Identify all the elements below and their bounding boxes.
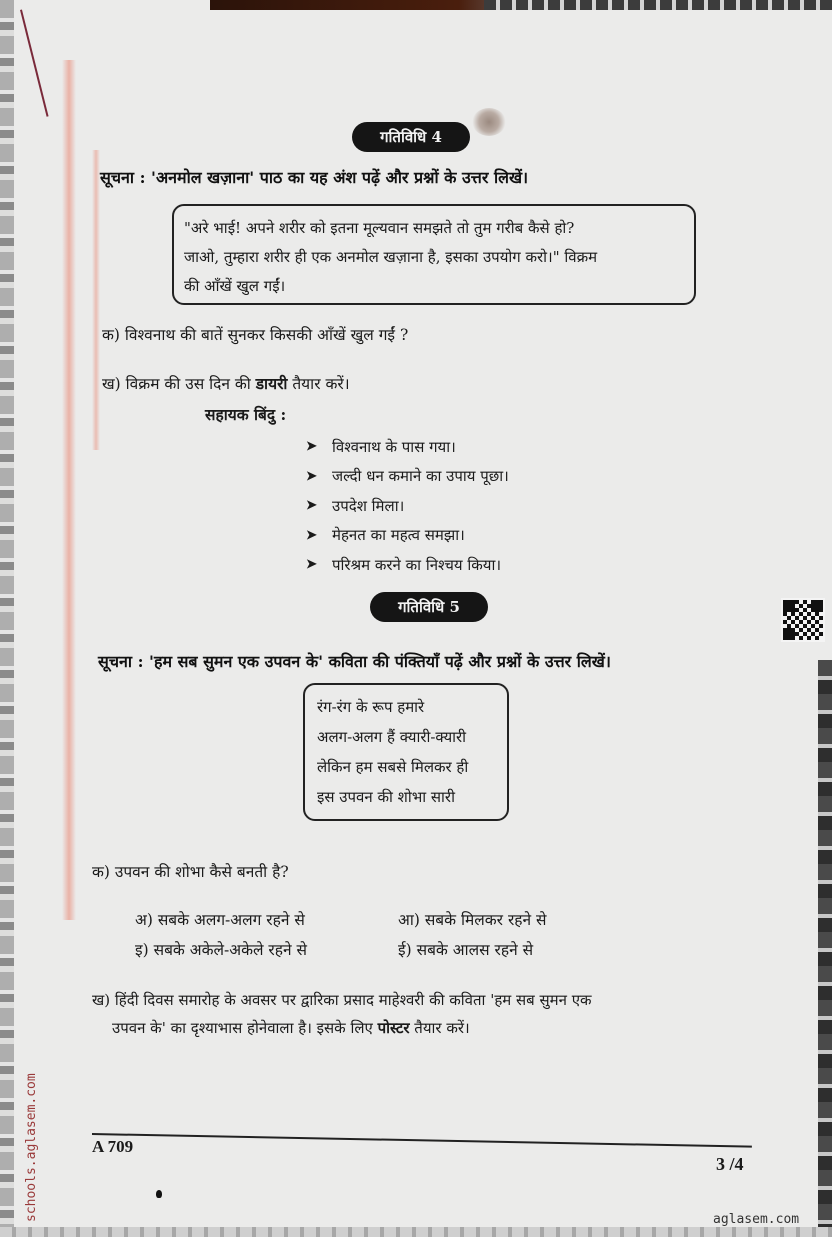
watermark-left: schools.aglasem.com <box>24 1073 39 1222</box>
scan-edge-right <box>818 660 832 1237</box>
scan-edge-top <box>210 0 832 10</box>
poem-line: अलग-अलग हैं क्यारी-क्यारी <box>317 728 467 746</box>
activity-5-question-kha-line2 <box>112 1018 470 1038</box>
question-text: उपवन के' का दृश्याभास होनेवाला है। इसके लिए <box>112 1019 378 1037</box>
activity-5-instruction: सूचना : 'हम सब सुमन एक उपवन के' कविता की पंक्तियाँ पढ़ें और प्रश्नों के उत्तर लिखें। <box>98 652 611 671</box>
arrow-bullet-icon: ➤ <box>306 498 317 514</box>
option-i: इ) सबके अकेले-अकेले रहने से <box>135 941 307 959</box>
passage-box <box>172 204 696 305</box>
poem-line: रंग-रंग के रूप हमारे <box>317 698 425 716</box>
scan-edge-left <box>0 0 14 1237</box>
paper-fold-mark <box>62 60 76 920</box>
activity-4-instruction: सूचना : 'अनमोल खज़ाना' पाठ का यह अंश पढ़ें और प्रश्नों के उत्तर लिखें। <box>100 168 529 187</box>
arrow-bullet-icon: ➤ <box>306 557 317 573</box>
question-text: तैयार करें। <box>409 1019 470 1037</box>
paper-code: A 709 <box>92 1137 134 1156</box>
arrow-bullet-icon: ➤ <box>306 439 317 455</box>
question-text: तैयार करें। <box>287 375 350 393</box>
option-a: अ) सबके अलग-अलग रहने से <box>135 911 305 929</box>
scan-edge-bottom <box>0 1227 832 1237</box>
activity-4-title: गतिविधि 4 <box>352 122 470 152</box>
hint-item <box>306 432 509 462</box>
poem-line: लेकिन हम सबसे मिलकर ही <box>317 758 469 776</box>
hint-text: जल्दी धन कमाने का उपाय पूछा। <box>332 467 509 486</box>
qr-code-icon <box>781 598 825 642</box>
scan-line <box>20 10 49 117</box>
hint-item <box>306 550 509 580</box>
activity-5-question-kha-line1: ख) हिंदी दिवस समारोह के अवसर पर द्वारिका प्रसाद माहेश्वरी की कविता 'हम सब सुमन एक <box>92 991 592 1009</box>
passage-line: "अरे भाई! अपने शरीर को इतना मूल्यवान समझते तो तुम गरीब कैसे हो? <box>184 219 575 237</box>
page-number: 3 /4 <box>716 1154 744 1174</box>
footer-divider <box>92 1133 752 1148</box>
passage-line: की आँखें खुल गईं। <box>184 277 286 295</box>
paper-fold-mark <box>92 150 100 450</box>
option-aa: आ) सबके मिलकर रहने से <box>398 911 547 929</box>
hint-item <box>306 462 509 492</box>
activity-4-question-ka: क) विश्वनाथ की बातें सुनकर किसकी आँखें खुल गईं ? <box>102 326 409 344</box>
passage-line: जाओ, तुम्हारा शरीर ही एक अनमोल खज़ाना है, इसका उपयोग करो।" विक्रम <box>184 248 598 266</box>
hints-list <box>306 432 509 580</box>
question-text: ख) विक्रम की उस दिन की <box>102 375 256 393</box>
arrow-bullet-icon: ➤ <box>306 468 317 484</box>
activity-5-title: गतिविधि 5 <box>370 592 488 622</box>
activity-4-question-kha <box>102 372 350 394</box>
hint-item <box>306 521 509 551</box>
hint-text: विश्वनाथ के पास गया। <box>332 437 456 456</box>
activity-5-question-ka: क) उपवन की शोभा कैसे बनती है? <box>92 863 289 881</box>
question-bold-term: डायरी <box>255 374 288 393</box>
option-ii: ई) सबके आलस रहने से <box>398 941 534 959</box>
watermark-right: aglasem.com <box>713 1212 800 1227</box>
question-bold-term: पोस्टर <box>377 1019 410 1037</box>
hint-text: मेहनत का महत्व समझा। <box>332 526 465 545</box>
poem-box <box>303 683 509 821</box>
hint-text: परिश्रम करने का निश्चय किया। <box>332 555 502 574</box>
ink-smudge <box>472 108 506 136</box>
hint-text: उपदेश मिला। <box>332 496 405 515</box>
arrow-bullet-icon: ➤ <box>306 527 317 543</box>
hint-item <box>306 491 509 521</box>
poem-line: इस उपवन की शोभा सारी <box>317 788 455 806</box>
ink-dot <box>156 1190 162 1198</box>
hints-label: सहायक बिंदु : <box>205 405 287 424</box>
